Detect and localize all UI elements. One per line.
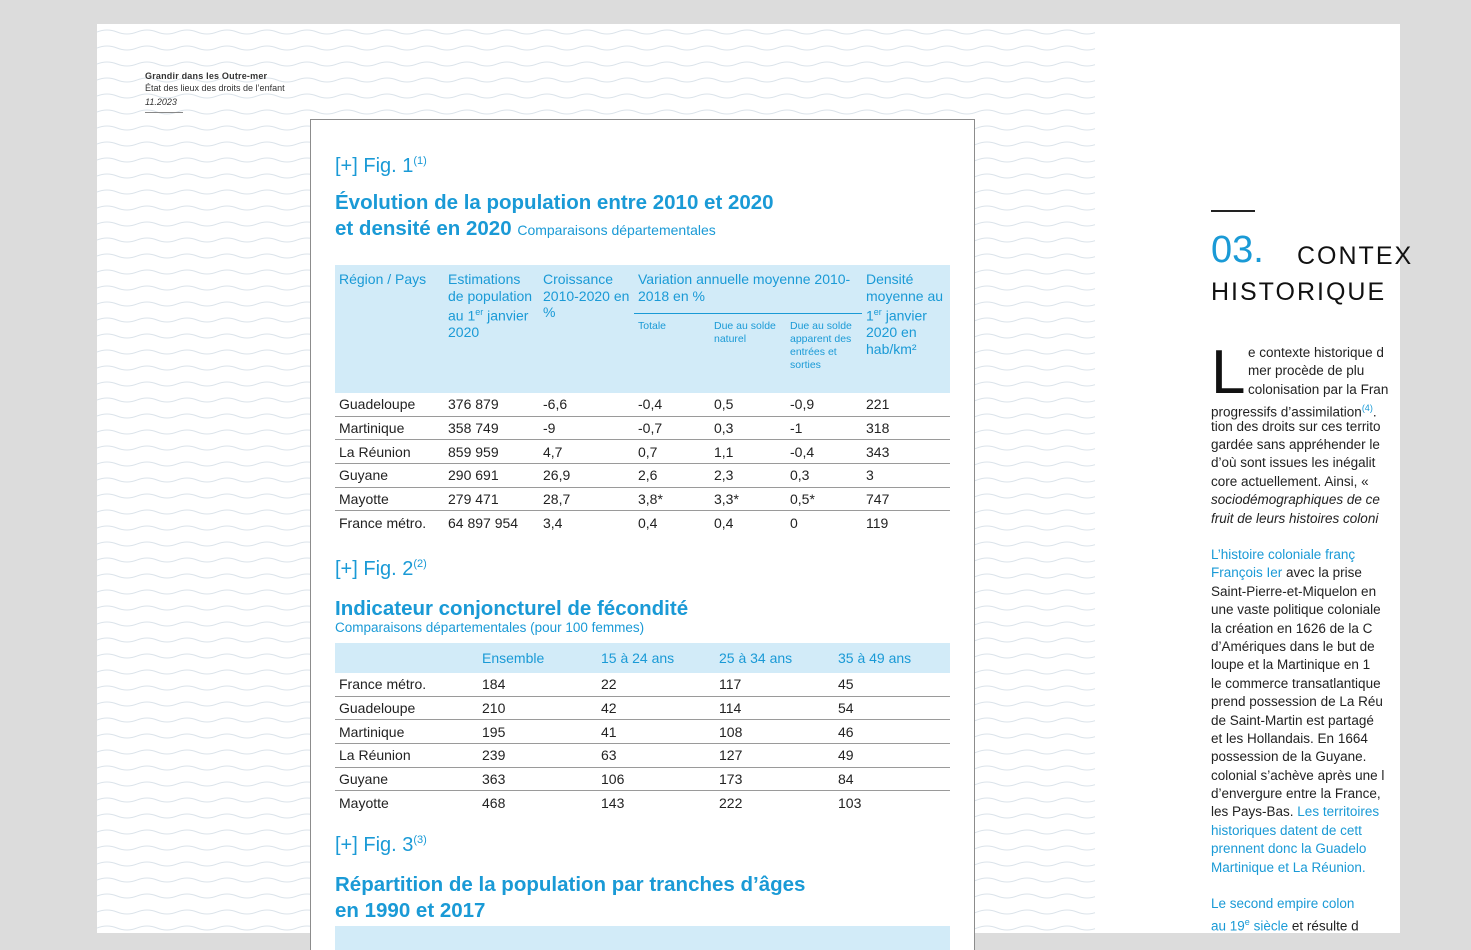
cell: 106 xyxy=(597,767,715,791)
cell: 49 xyxy=(834,744,950,768)
cell: 318 xyxy=(862,416,950,440)
table-row xyxy=(335,416,950,440)
cell: Mayotte xyxy=(335,487,444,511)
cell: -0,4 xyxy=(786,440,862,464)
cell: 22 xyxy=(597,673,715,696)
text-line: progressifs d’assimilation$^{(4)}$. xyxy=(1211,403,1377,420)
text-line: core actuellement. Ainsi, « xyxy=(1211,473,1369,489)
paragraph-2 xyxy=(1211,546,1471,877)
col-variation: Variation annuelle moyenne 2010-2018 en % xyxy=(634,265,862,313)
cell: France métro. xyxy=(335,673,478,696)
cell: Guadeloupe xyxy=(335,393,444,416)
paragraph-1 xyxy=(1211,338,1471,528)
cell: 2,6 xyxy=(634,464,710,488)
running-head xyxy=(145,70,285,113)
cell: 26,9 xyxy=(539,464,634,488)
cell: 45 xyxy=(834,673,950,696)
fig3-title: Répartition de la population par tranches d’âges en 1990 et 2017 xyxy=(335,873,806,922)
col-estimations: Estimations de population au 1er janvier 2020 xyxy=(444,265,539,393)
cell: 1,1 xyxy=(710,440,786,464)
fig1-title: Évolution de la population entre 2010 et 2020 et densité en 2020 Comparaisons départementales xyxy=(335,191,774,240)
text-line: Saint-Pierre-et-Miquelon en xyxy=(1211,583,1377,599)
cell: 279 471 xyxy=(444,487,539,511)
cell: 468 xyxy=(482,794,506,811)
table-row xyxy=(335,744,950,768)
cell: 119 xyxy=(866,514,889,531)
cell: 0,3 xyxy=(786,464,862,488)
cell: 195 xyxy=(478,720,597,744)
col-ensemble: Ensemble xyxy=(478,643,597,673)
col-totale: Totale xyxy=(634,313,710,393)
cell: Guyane xyxy=(335,767,478,791)
cell: 4,7 xyxy=(539,440,634,464)
cell: 143 xyxy=(601,794,625,811)
cell: 0,4 xyxy=(714,514,734,531)
cell: 42 xyxy=(597,696,715,720)
table-row xyxy=(335,464,950,488)
cell: 376 879 xyxy=(444,393,539,416)
cell: 46 xyxy=(834,720,950,744)
cell: 41 xyxy=(597,720,715,744)
cell: 3,3* xyxy=(710,487,786,511)
col-empty xyxy=(335,643,478,673)
cell: 108 xyxy=(715,720,834,744)
text-line: loupe et la Martinique en 1 xyxy=(1211,657,1371,673)
cell: 103 xyxy=(838,794,862,811)
text-line: François Ier avec la prise xyxy=(1211,565,1362,581)
table-row xyxy=(335,767,950,791)
cell: Guyane xyxy=(335,464,444,488)
cell: 859 959 xyxy=(444,440,539,464)
cell: 3,8* xyxy=(634,487,710,511)
col-apparent: Due au solde apparent des entrées et sorties xyxy=(786,313,862,393)
text-line: colonial s’achève après une l xyxy=(1211,767,1385,783)
cell: 64 897 954 xyxy=(448,514,519,531)
table-row xyxy=(335,487,950,511)
cell: 0,5* xyxy=(786,487,862,511)
cell: 239 xyxy=(478,744,597,768)
cell: 127 xyxy=(715,744,834,768)
text-line: L’histoire coloniale franç xyxy=(1211,547,1356,562)
table-row xyxy=(335,673,950,696)
text-line: sociodémographiques de ce xyxy=(1211,492,1380,508)
cell: Martinique xyxy=(335,720,478,744)
table-row xyxy=(335,791,950,814)
cell: 290 691 xyxy=(444,464,539,488)
cell: 363 xyxy=(478,767,597,791)
text-line: d’Amériques dans le but de xyxy=(1211,638,1375,654)
cell: 221 xyxy=(862,393,950,416)
cell: 28,7 xyxy=(539,487,634,511)
chapter-rule xyxy=(1211,210,1255,212)
text-line: une vaste politique coloniale xyxy=(1211,602,1381,618)
cell: Guadeloupe xyxy=(335,696,478,720)
cell: Martinique xyxy=(335,416,444,440)
figure-box xyxy=(310,119,975,950)
cell: La Réunion xyxy=(335,744,478,768)
col-naturel: Due au solde naturel xyxy=(710,313,786,393)
text-line: prennent donc la Guadelo xyxy=(1211,841,1367,857)
col-35-49: 35 à 49 ans xyxy=(834,643,950,673)
cell: Mayotte xyxy=(339,794,389,811)
text-line: colonisation par la Fran xyxy=(1248,381,1389,397)
cell: 210 xyxy=(478,696,597,720)
text-line: de Saint-Martin est partagé xyxy=(1211,712,1374,728)
cell: 0,5 xyxy=(710,393,786,416)
publication-subtitle: État des lieux des droits de l’enfant xyxy=(145,83,285,93)
cell: -0,7 xyxy=(634,416,710,440)
right-page xyxy=(1095,24,1414,934)
text-line: la création en 1626 de la C xyxy=(1211,620,1373,636)
cell: 0 xyxy=(790,514,798,531)
text-line: possession de la Guyane. xyxy=(1211,749,1367,765)
cell: 0,3 xyxy=(710,416,786,440)
text-line: d’où sont issues les inégalit xyxy=(1211,455,1376,471)
text-line: les Pays-Bas. Les territoires xyxy=(1211,804,1380,820)
cell: 358 749 xyxy=(444,416,539,440)
text-line: le commerce transatlantique xyxy=(1211,675,1381,691)
fig2-table xyxy=(335,643,950,814)
cell: 63 xyxy=(597,744,715,768)
text-line: et les Hollandais. En 1664 xyxy=(1211,730,1368,746)
cell: 114 xyxy=(715,696,834,720)
table-row xyxy=(335,511,950,534)
table-row xyxy=(335,696,950,720)
fig1-label[interactable]: [+] Fig. 1$^{(1)}$ xyxy=(335,155,427,177)
cell: 3 xyxy=(862,464,950,488)
cell: -1 xyxy=(786,416,862,440)
cell: 54 xyxy=(834,696,950,720)
text-line: au 19e siècle et résulte d xyxy=(1211,917,1359,934)
cell: -0,4 xyxy=(634,393,710,416)
cell: -0,9 xyxy=(786,393,862,416)
fig2-subtitle: Comparaisons départementales (pour 100 femmes) xyxy=(335,620,645,635)
col-region: Région / Pays xyxy=(335,265,444,393)
chapter-title-line1: CONTEX xyxy=(1297,242,1414,270)
cell: La Réunion xyxy=(335,440,444,464)
fig3-table-header xyxy=(335,926,950,950)
chapter-title-line2: HISTORIQUE xyxy=(1211,278,1387,306)
table-row xyxy=(335,720,950,744)
cell: 3,4 xyxy=(543,514,563,531)
dropcap: L xyxy=(1211,338,1246,407)
table-row xyxy=(335,440,950,464)
text-line: gardée sans appréhender le xyxy=(1211,436,1380,452)
text-line: Martinique et La Réunion. xyxy=(1211,859,1366,875)
cell: 222 xyxy=(719,794,743,811)
fig2-title: Indicateur conjoncturel de fécondité xyxy=(335,597,689,620)
cell: 0,4 xyxy=(638,514,658,531)
fig2-label[interactable]: [+] Fig. 2$^{(2)}$ xyxy=(335,558,427,580)
cell: -9 xyxy=(539,416,634,440)
fig1-table xyxy=(335,265,950,534)
text-line: prend possession de La Réu xyxy=(1211,694,1383,710)
cell: 747 xyxy=(862,487,950,511)
cell: 184 xyxy=(478,673,597,696)
cell: -6,6 xyxy=(539,393,634,416)
cell: France métro. xyxy=(339,514,427,531)
fig3-label[interactable]: [+] Fig. 3$^{(3)}$ xyxy=(335,834,427,856)
text-line: Le second empire colon xyxy=(1211,896,1355,911)
cell: 343 xyxy=(862,440,950,464)
cell: 2,3 xyxy=(710,464,786,488)
text-line: fruit de leurs histoires coloni xyxy=(1211,510,1379,526)
text-line: tion des droits sur ces territo xyxy=(1211,418,1381,434)
col-15-24: 15 à 24 ans xyxy=(597,643,715,673)
cell: 0,7 xyxy=(634,440,710,464)
table-row xyxy=(335,393,950,416)
text-line: historiques datent de cett xyxy=(1211,822,1362,838)
cell: 117 xyxy=(715,673,834,696)
left-page xyxy=(97,24,1095,933)
text-line: mer procède de plu xyxy=(1248,363,1365,379)
col-25-34: 25 à 34 ans xyxy=(715,643,834,673)
text-line: e contexte historique d xyxy=(1248,345,1384,360)
publication-title: Grandir dans les Outre-mer xyxy=(145,71,268,81)
header-rule xyxy=(145,112,183,113)
col-croissance: Croissance 2010-2020 en % xyxy=(539,265,634,393)
chapter-number: 03. xyxy=(1211,229,1264,271)
cell: 173 xyxy=(715,767,834,791)
cell: 84 xyxy=(834,767,950,791)
col-densite: Densité moyenne au 1er janvier 2020 en hab/km² xyxy=(862,265,950,393)
paragraph-3 xyxy=(1211,895,1471,932)
text-line: d’envergure entre la France, xyxy=(1211,786,1381,802)
publication-date: 11.2023 xyxy=(145,97,177,107)
